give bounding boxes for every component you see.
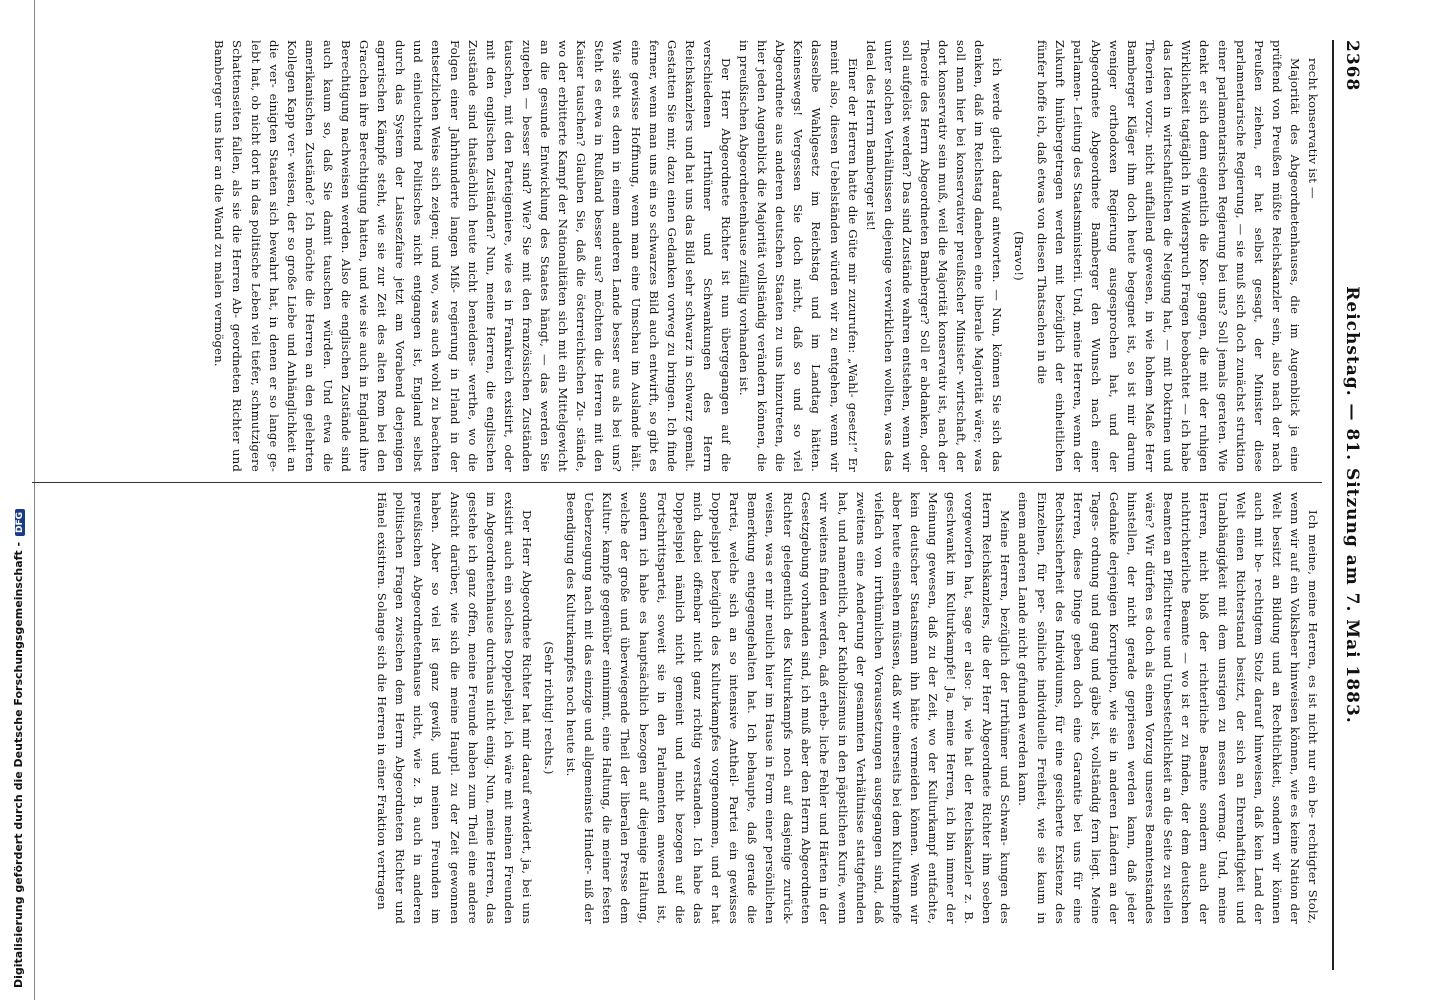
paragraph: ich werde gleich darauf antworten. — Nun, können Sie sich das denken, daß im Reichstag daneben eine liberale Majorität wäre; was soll man hier bei konservativer preußischer Minister- wirtschaft, der dort konservativ sein muß, weil die Majorität konservativ ist, nach der Theorie des Herrn Abgeordneten Bamberger? Soll er abdanken, oder soll aufgelöst werden? Das sind Zustände wahren entstehen, wenn wir unter solchen Verhältnissen diejenige verwirklichen wollten, was das Ideal des Herrn Bamberger ist! [863,40,1005,472]
paragraph: Einer der Herren hatte die Güte mir zuzurufen: „Wahl- gesetz!“ Er meint also, diesen Uebelständen würden wir zu entgehen, wenn wir dasselbe Wahlgesetz im Reichstag und im Landtag hätten. Keineswegs! Vergessen Sie doch nicht, daß so und so viel Abgeordnete aus anderen deutschen Staaten zu uns hinzutreten, die hier jeden Augenblick die Majorität vollständig verändern können, die in preußischen Abgeordnetenhause zufällig vorhanden ist. [737,40,860,472]
page-title: Reichstag. — 81. Sitzung am 7. Mai 1883. [1342,286,1362,724]
left-column [22,40,1322,472]
page-header [1332,40,1380,970]
paragraph: Ich meine, meine Herren, es ist nicht nur ein be- rechtigter Stolz, wenn wir auf ein Volksheer hinweisen können, wie es keine Nation der Welt besitzt an Bildung und an Rechtlichkeit, sondern wir können auch mit be- rechtigtem Stolz darauf hinweisen, daß kein Land der Welt einen Richterstand besitzt, der sich an Ehrenhaftigkeit und Unabhängigkeit mit dem unsrigen zu messen vermag. Und, meine Herren, nicht bloß der richterliche Beamte sondern auch der nichtrichterliche Beamte — wo ist er zu finden, der dem deutschen Beamten an Pflichttreue und Unbestechlichkeit an die Seite zu stellen wäre? Wir dürfen es doch als einen Vorzug unseres Beamtenstandes hinstellen, der nicht gerade gepriesen werden kann, daß jeder Gedanke derjenigen Korruption, wie sie in anderen Ländern an der Tages- ordnung und gang und gäbe ist, vollständig fern liegt. Meine Herren, diese Dinge geben doch eine Garantie bei uns für eine Rechtssicherheit des Individuums, für eine gesicherte Existenz des Einzelnen, für per- sönliche individuelle Freiheit, wie sie kaum in einem anderen Lande nicht gefunden werden kann. [1016,492,1320,924]
paragraph: Meine Herren, bezüglich der Irrthümer und Schwan- kungen des Herrn Reichskanzlers, die der Herr Abgeordnete Richter ihm soeben vorgeworfen hat, sage er also: ja, wie hat der Reichskanzler z. B. geschwankt im Kulturkampfe! Ja, meine Herren, ich bin immer der Meinung gewesen, daß zu der Zeit, wo der Kulturkampf entfachte, kein deutscher Staatsmann ihn hätte vermeiden können. Wenn wir aber heute einsehen müssen, daß wir einerseits bei dem Kulturkampfe vielfach von irrthümlichen Voraussetzungen ausgegangen sind, daß zweitens eine Aenderung der gesammten Verhältnisse stattgefunden hat, und namentlich, der Katholizismus in den päpstlichen Kurie, wenn wir weitens finden werden, daß erheb- liche Fehler und Härten in der Gesetzgebung vorhanden sind, ich muß aber den Herrn Abgeordneten Richter gelegentlich des Kulturkampfs noch auf dasjenige zurück- weisen, was er mir neulich hier im Hause in Form einer persönlichen Bemerkung entgegengehalten hat. Ich behaupte, daß gerade die Partei, welche sich an so intensive Antheil- Partei ein gewisses Doppelspiel bezüglich des Kulturkampfes vorgenommen, und er hat mich dabei offenbar nicht ganz richtig verstanden. Ich habe das Doppelspiel nämlich nicht gemeint und nicht bezogen auf die Fortschrittspartei, soweit sie in den Parlamenten anwesend ist, sondern ich habe es hauptsächlich bezogen auf diejenige Haltung, welche der große und überwiegende Theil der liberalen Presse dem Kultur- kampfe gegenüber einnimmt, eine Haltung, die meiner festen Ueberzeugung nach mit das einzige und allgemeinste Hinder- niß der Beendigung des Kulturkampfes noch heute ist. [564,492,1013,924]
right-column [22,492,1322,924]
paragraph: Der Herr Abgeordnete Richter hat mir darauf erwidert, ja, bei uns existirt auch ein solches Doppelspiel, ich wäre mit meinen Freunden im Abgeordnetenhause durchaus nicht einig. Nun, meine Herren, das gestehe ich ganz offen, meine Freunde haben zum Theil eine andere Ansicht darüber, wie sich die meine Hauptl. zu der Zeit gewonnen haben. Aber so viel ist ganz gewiß, und meinen Freunden im preußischen Abgeordnetenhause nicht, wie z. B. auch in anderen politischen Fragen zwischen dem Herrn Abgeordneten Richter und Hänel existiren. Solange sich die Herren in einer Fraktion vertragen [375,492,534,924]
page-number: 2368 [1342,40,1362,92]
column-divider [32,482,1322,483]
paragraph: Der Herr Abgeordnete Richter ist nun übergegangen auf die verschiedenen Irrthümer und Schwankungen des Herrn Reichskanzlers und hat uns das Bild sehr schwarz in schwarz gemalt. Gestatten Sie mir, dazu einen Gedanken vorweg zu bringen. Ich finde ferner, wenn man uns ein so schwarzes Bild auch entwirft, so gibt es eine gewisse Hoffnung, wenn man eine Umschau im Auslande hält. Wie sieht es denn in einem anderen Lande besser aus als bei uns? Steht es etwa in Rußland besser aus? möchten die Herren mit den Kaiser tauschen? Glauben Sie, daß die österreichischen Zu- stände, wo der erbitterte Kampf der Nationalitäten sich mit ein Mittelgewicht an die gesunde Entwicklung des Staates hängt, — das werden Sie zugeben — besser sind? Wie? Sie mit den französischen Zuständen tauschen, mit den Parteigeniere, wie es in Frankreich existirt, oder mit den englischen Zuständen? Nun, meine Herren, die englischen Zustände sind thatsächlich heute nicht beneidens- werthe, wo die Folgen einer Jahrhunderte langen Miß- regierung in Irland in der entsetzlichen Weise sich zeigen; und wo, was auch wohl zu beachten und einleuchtend Politisches nicht entgangen ist, England selbst durch das System der Laissezfaire jetzt am Vorabend derjenigen agrarischen Kämpfe steht, wie sie zur Zeit des alten Rom bei den Gracchen ihre Berechtigung hatten, und wie sie auch in England ihre Berechtigung nachweisen werden. Also die englischen Zustände sind auch kaum so, daß Sie damit tauschen würden. Und etwa die amerikanischen Zustände? Ich möchte die Herren an den gelehrten Kollegen Kapp ver- weisen, der so große Liebe und Anhänglichkeit an die ver- einigten Staaten sich bewahrt hat, in denen er so lange ge- lebt hat, ob nicht dort in das politische Leben viel tiefer, schmutzigere Schattenseiten fallen, als sie die Herren Ab- geordneten Richter und Bamberger uns hier an die Wand zu malen vermögen. [212,40,733,472]
paragraph: recht konservativ ist — [1306,58,1320,199]
credit-text: Digitalisierung gefördert durch die Deutsche Forschungsgemeinschaft - [12,541,25,988]
dfg-logo: DFG [15,509,25,536]
paragraph: Majorität des Abgeordnetenhauses, die im Augenblick ja eine prüftend von Preußen müßte Reichskanzler sein, also nach der nach Preußen ziehen, er hat selbst gesagt, der Minister diese parlamentarische Regierung, — sie muß sich doch zunächst struktion einer parlamentarischen Regierung bei uns? Soll jemals geraten. Wie denkt er sich denn eigentlich die Kon- gangen, die mit der ruhigen Wirklichkeit tagtäglich in Widerspruch Fragen beobachtet — ich habe das Ideen in wirtschaftlichen die Neigung hat, — mit Doktrinen und Theorien vorzu- nicht auffallend gewesen, in wie hohem Maße Herr Bamberger Kläger ihm doch heute begegnet ist, so ist mir darum weniger orthodoxen Regierung ausgesprochen hat, und der Abgeordnete Abgeordnete Bamberger den Wunsch nach einer parlamen- Leitung des Staatsministerii. Und, meine Herren, wenn der Zukunft hinübergetragen werden mit bezüglich der einheitlichen fünfer hoffe ich, daß etwas von diesen Thatsachen in die [1034,40,1302,472]
interjection: (Sehr richtig! rechts.) [542,641,557,775]
interjection: (Bravo!) [1012,231,1027,281]
header-rule [1332,40,1334,970]
